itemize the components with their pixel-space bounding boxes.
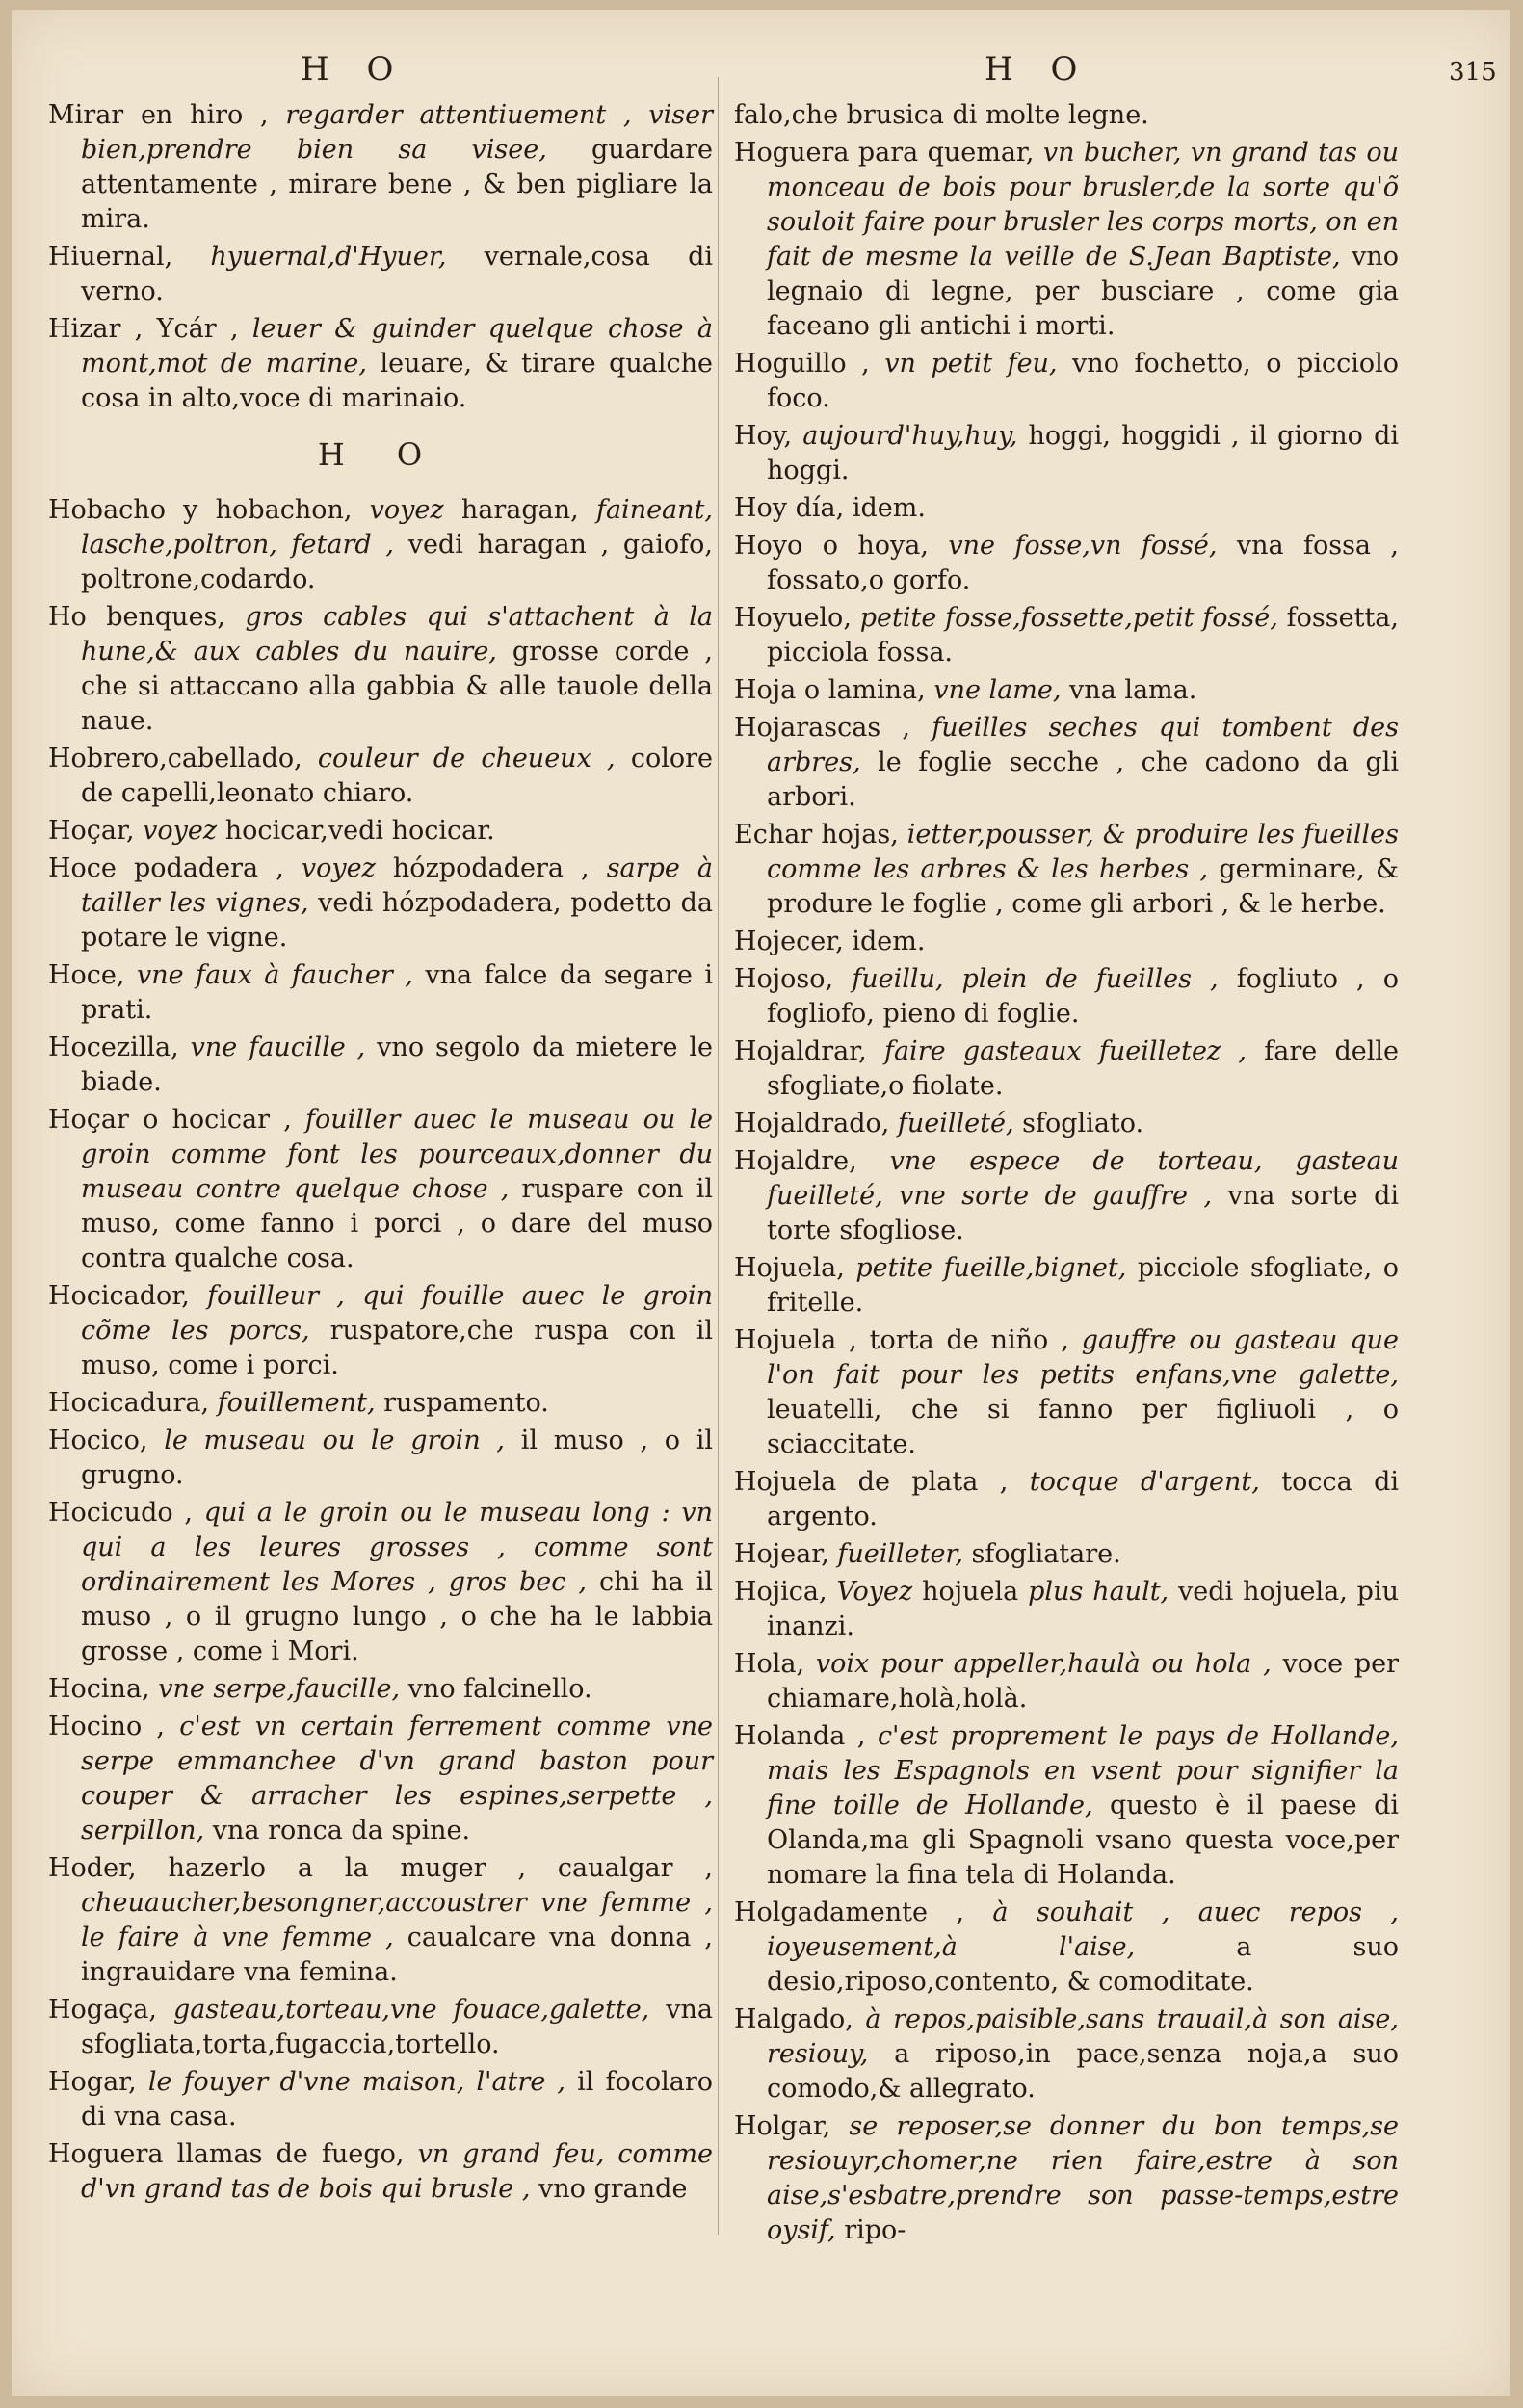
headword: Hojoso, bbox=[734, 964, 853, 994]
italian-gloss: vedi hojuela, piu inanzi. bbox=[767, 1577, 1399, 1641]
french-gloss: regarder attentiuement , viser bien,prendre bien sa visee, bbox=[81, 100, 713, 165]
italian-gloss: vna fossa , fossato,o gorfo. bbox=[767, 531, 1399, 595]
italian-gloss: vedi haragan , gaiofo, poltrone,codardo. bbox=[81, 530, 713, 594]
headword: Hocico, bbox=[48, 1426, 165, 1455]
italian-gloss: idem. bbox=[852, 493, 926, 523]
section-title: H O bbox=[317, 436, 444, 473]
headword: Hogar, bbox=[48, 2067, 148, 2097]
italian-gloss: fare delle sfogliate,o fiolate. bbox=[767, 1036, 1399, 1101]
italian-gloss: ruspamento. bbox=[383, 1388, 549, 1418]
french-gloss: petite fueille,bignet, bbox=[855, 1253, 1138, 1283]
french-gloss: tocque d'argent, bbox=[1029, 1467, 1282, 1497]
headword: Hoy, bbox=[734, 421, 803, 451]
dictionary-entry bbox=[734, 1323, 1399, 1462]
dictionary-entry bbox=[48, 1851, 713, 1990]
italian-gloss: ripo- bbox=[844, 2215, 906, 2245]
italian-gloss: germinare, & produre le foglie , come gli arbori , & le herbe. bbox=[767, 854, 1399, 919]
dictionary-entry bbox=[48, 1386, 713, 1421]
french-gloss: vne fosse,vn fossé, bbox=[948, 531, 1237, 561]
dictionary-entry bbox=[734, 98, 1399, 133]
italian-gloss: a suo desio,riposo,contento, & comoditate. bbox=[767, 1932, 1399, 1997]
italian-gloss: vna sfogliata,torta,fugaccia,tortello. bbox=[81, 1995, 713, 2059]
french-gloss: vn grand feu, comme d'vn grand tas de bois qui brusle , bbox=[81, 2139, 713, 2204]
dictionary-entry bbox=[48, 240, 713, 309]
dictionary-entry bbox=[48, 600, 713, 739]
french-gloss: vne lame, bbox=[933, 675, 1069, 705]
french-gloss: petite fosse,fossette,petit fossé, bbox=[859, 603, 1287, 633]
french-gloss: fueilleté, bbox=[897, 1109, 1023, 1139]
column-divider bbox=[718, 77, 719, 2235]
french-gloss: vn bucher, vn grand tas ou monceau de bois pour brusler,de la sorte qu'õ souloit faire pour brusler les corps morts, on en fait de mesme la veille de S.Jean Baptiste, bbox=[767, 138, 1399, 272]
dictionary-entry bbox=[734, 1719, 1399, 1893]
page-number: 315 bbox=[1449, 58, 1497, 87]
french-gloss: sarpe à tailler les vignes, bbox=[81, 853, 713, 918]
french-gloss: à repos,paisible,sans trauail,à son aise, resiouy, bbox=[767, 2004, 1399, 2069]
headword: Hoguillo , bbox=[734, 349, 885, 379]
right-column bbox=[734, 98, 1399, 2251]
dictionary-entry bbox=[48, 1103, 713, 1276]
headword: Hocezilla, bbox=[48, 1033, 191, 1062]
italian-gloss: hojuela bbox=[922, 1577, 1029, 1607]
headword: Hojuela , torta de niño , bbox=[734, 1325, 1082, 1355]
headword: Hojaldrado, bbox=[734, 1109, 898, 1139]
headword: Hobacho y hobachon, bbox=[48, 495, 370, 525]
french-gloss: ietter,pousser, & produire les fueilles comme les arbres & les herbes , bbox=[767, 820, 1399, 884]
dictionary-entry bbox=[48, 312, 713, 416]
french-gloss: gauffre ou gasteau que l'on fait pour les petits enfans,vne galette, bbox=[767, 1325, 1399, 1390]
dictionary-entry bbox=[734, 1647, 1399, 1716]
headword: Hoja o lamina, bbox=[734, 675, 934, 705]
dictionary-entry bbox=[734, 529, 1399, 598]
italian-gloss: leuare, & tirare qualche cosa in alto,voce di marinaio. bbox=[81, 349, 713, 413]
dictionary-entry bbox=[48, 851, 713, 955]
french-gloss: aujourd'huy,huy, bbox=[802, 421, 1029, 451]
italian-gloss: hózpodadera , bbox=[392, 853, 607, 883]
dictionary-entry bbox=[48, 1710, 713, 1848]
headword: Hojuela, bbox=[734, 1253, 856, 1283]
italian-gloss: vno segolo da mietere le biade. bbox=[81, 1033, 714, 1097]
right-running-header: H O bbox=[985, 50, 1091, 89]
dictionary-entry bbox=[734, 491, 1399, 526]
dictionary-entry bbox=[734, 818, 1399, 922]
right-entries bbox=[734, 98, 1399, 2248]
dictionary-entry bbox=[734, 1575, 1399, 1644]
headword: Hojarascas , bbox=[734, 713, 932, 743]
headword: Hobrero,cabellado, bbox=[48, 744, 318, 773]
french-gloss: faineant, lasche,poltron, fetard , bbox=[81, 495, 713, 560]
italian-gloss: ruspatore,che ruspa con il muso, come i porci. bbox=[81, 1316, 713, 1380]
french-gloss: fueilles seches qui tombent des arbres, bbox=[767, 713, 1399, 777]
dictionary-entry bbox=[48, 742, 713, 811]
headword: Ho benques, bbox=[48, 602, 246, 632]
italian-gloss: grosse corde , che si attaccano alla gabbia & alle tauole della naue. bbox=[81, 637, 714, 736]
italian-gloss: vno legnaio di legne, per busciare , come gia faceano gli antichi i morti. bbox=[767, 242, 1399, 341]
headword: Hizar , Ycár , bbox=[48, 314, 252, 344]
headword: Hojica, bbox=[734, 1577, 837, 1607]
french-gloss: c'est proprement le pays de Hollande, mais les Espagnols en vsent pour signifier la fine toille de Hollande, bbox=[767, 1721, 1399, 1820]
dictionary-entry bbox=[734, 1034, 1399, 1104]
italian-gloss: haragan, bbox=[460, 495, 596, 525]
headword: Hiuernal, bbox=[48, 242, 211, 272]
french-gloss: voix pour appeller,haulà ou hola , bbox=[815, 1649, 1283, 1679]
dictionary-entry bbox=[734, 2109, 1399, 2248]
italian-gloss: chi ha il muso , o il grugno lungo , o che ha le labbia grosse , come i Mori. bbox=[81, 1567, 713, 1666]
italian-gloss: sfogliato. bbox=[1022, 1109, 1144, 1139]
headword: Hocino , bbox=[48, 1712, 180, 1741]
italian-gloss: voce per chiamare,holà,holà. bbox=[767, 1649, 1399, 1714]
italian-gloss: fogliuto , o fogliofo, pieno di foglie. bbox=[767, 964, 1399, 1029]
left-entries-top bbox=[48, 98, 713, 416]
left-running-header: H O bbox=[301, 50, 407, 89]
italian-gloss: ruspare con il muso, come fanno i porci , o dare del muso contra qualche cosa. bbox=[81, 1174, 713, 1273]
french-gloss: fouiller auec le museau ou le groin comme font les pourceaux,donner du museau contre quelque chose , bbox=[81, 1105, 713, 1204]
italian-gloss: vno falcinello. bbox=[407, 1674, 592, 1704]
french-gloss: vne serpe,faucille, bbox=[158, 1674, 408, 1704]
dictionary-entry bbox=[734, 347, 1399, 416]
dictionary-entry bbox=[48, 1993, 713, 2062]
headword: Hoyuelo, bbox=[734, 603, 860, 633]
italian-gloss: guardare attentamente , mirare bene , & ben pigliare la mira. bbox=[81, 135, 713, 234]
dictionary-entry bbox=[48, 98, 713, 237]
french-gloss: le fouyer d'vne maison, l'atre , bbox=[147, 2067, 578, 2097]
dictionary-entry bbox=[734, 711, 1399, 815]
headword: Holgadamente , bbox=[734, 1898, 993, 1927]
italian-gloss: vno fochetto, o picciolo foco. bbox=[767, 349, 1399, 413]
french-gloss: vne faux à faucher , bbox=[136, 960, 426, 990]
dictionary-entry bbox=[48, 814, 713, 849]
dictionary-entry bbox=[734, 601, 1399, 670]
french-gloss: le museau ou le groin , bbox=[164, 1426, 521, 1455]
french-gloss: fouilleur , qui fouille auec le groin cõme les porcs, bbox=[81, 1281, 714, 1346]
italian-gloss: falo,che brusica di molte legne. bbox=[734, 100, 1149, 130]
headword: Hoy día, bbox=[734, 493, 853, 523]
italian-gloss: picciole sfogliate, o fritelle. bbox=[767, 1253, 1399, 1318]
italian-gloss: vna sorte di torte sfogliose. bbox=[767, 1181, 1400, 1245]
dictionary-page bbox=[12, 10, 1510, 2396]
headword: Hoder, hazerlo a la muger , caualgar , bbox=[48, 1853, 713, 1883]
dictionary-entry bbox=[734, 136, 1399, 344]
headword: Echar hojas, bbox=[734, 820, 907, 850]
french-gloss: fouillement, bbox=[217, 1388, 384, 1418]
french-gloss: plus hault, bbox=[1028, 1577, 1179, 1607]
french-gloss: vne espece de torteau, gasteau fueilleté, vne sorte de gauffre , bbox=[767, 1146, 1399, 1211]
italian-gloss: le foglie secche , che cadono da gli arbori. bbox=[767, 747, 1400, 812]
dictionary-entry bbox=[48, 493, 713, 597]
headword: Hoyo o hoya, bbox=[734, 531, 949, 561]
dictionary-entry bbox=[48, 1672, 713, 1707]
italian-gloss: caualcare vna donna , ingrauidare vna femina. bbox=[81, 1923, 713, 1987]
french-gloss: couleur de cheueux , bbox=[317, 744, 631, 773]
left-column bbox=[48, 98, 713, 2210]
dictionary-entry bbox=[734, 1896, 1399, 2000]
french-gloss: à souhait , auec repos , ioyeusement,à l'aise, bbox=[767, 1898, 1400, 1962]
headword: Hocicudo , bbox=[48, 1498, 204, 1528]
dictionary-entry bbox=[48, 1279, 713, 1383]
italian-gloss: tocca di argento. bbox=[767, 1467, 1399, 1531]
french-gloss: gasteau,torteau,vne fouace,galette, bbox=[172, 1995, 667, 2025]
dictionary-entry bbox=[734, 962, 1399, 1032]
french-gloss: cheuaucher,besongner,accoustrer vne femme , le faire à vne femme , bbox=[81, 1888, 713, 1952]
headword: Hoçar, bbox=[48, 816, 144, 846]
italian-gloss: leuatelli, che si fanno per figliuoli , o sciaccitate. bbox=[767, 1395, 1399, 1459]
french-gloss: voyez bbox=[369, 495, 461, 525]
italian-gloss: colore de capelli,leonato chiaro. bbox=[81, 744, 713, 808]
french-gloss: Voyez bbox=[836, 1577, 923, 1607]
french-gloss: se reposer,se donner du bon temps,se resiouyr,chomer,ne rien faire,estre à son aise,s'esbatre,prendre son passe-temps,estre oysif, bbox=[767, 2111, 1399, 2245]
french-gloss: c'est vn certain ferrement comme vne serpe emmanchee d'vn grand baston pour couper & arracher les espines,serpette , serpillon, bbox=[81, 1712, 714, 1845]
french-gloss: vn petit feu, bbox=[884, 349, 1073, 379]
headword: Hoçar o hocicar , bbox=[48, 1105, 305, 1135]
italian-gloss: vna lama. bbox=[1069, 675, 1197, 705]
italian-gloss: il focolaro di vna casa. bbox=[81, 2067, 714, 2132]
headword: Hojecer, bbox=[734, 927, 853, 956]
italian-gloss: vno grande bbox=[538, 2174, 688, 2204]
headword: Hola, bbox=[734, 1649, 816, 1679]
headword: Mirar en hiro , bbox=[48, 100, 286, 130]
dictionary-entry bbox=[48, 2137, 713, 2207]
italian-gloss: fossetta, picciola fossa. bbox=[767, 603, 1399, 667]
headword: Holanda , bbox=[734, 1721, 878, 1751]
french-gloss: qui a le groin ou le museau long : vn qui a les leures grosses , comme sont ordinairement les Mores , gros bec , bbox=[81, 1498, 714, 1597]
dictionary-entry bbox=[48, 1424, 713, 1493]
italian-gloss: a riposo,in pace,senza noja,a suo comodo,& allegrato. bbox=[767, 2039, 1399, 2104]
dictionary-entry bbox=[48, 1496, 713, 1669]
dictionary-entry bbox=[734, 1251, 1399, 1321]
headword: Hoguera llamas de fuego, bbox=[48, 2139, 418, 2169]
italian-gloss: vna falce da segare i prati. bbox=[81, 960, 713, 1025]
dictionary-entry bbox=[734, 1465, 1399, 1534]
french-gloss: fueilleter, bbox=[837, 1539, 972, 1569]
french-gloss: faire gasteaux fueilletez , bbox=[883, 1036, 1265, 1066]
french-gloss: fueillu, plein de fueilles , bbox=[852, 964, 1237, 994]
dictionary-entry bbox=[48, 1031, 713, 1100]
italian-gloss: vna ronca da spine. bbox=[212, 1816, 471, 1845]
italian-gloss: vedi hózpodadera, podetto da potare le vigne. bbox=[81, 888, 713, 953]
left-entries-main bbox=[48, 493, 713, 2207]
dictionary-entry bbox=[734, 1537, 1399, 1572]
headword: Holgar, bbox=[734, 2111, 850, 2141]
dictionary-entry bbox=[734, 925, 1399, 959]
dictionary-entry bbox=[48, 958, 713, 1028]
italian-gloss: questo è il paese di Olanda,ma gli Spagnoli vsano questa voce,per nomare la fina tela di Holanda. bbox=[767, 1791, 1399, 1890]
french-gloss: leuer & guinder quelque chose à mont,mot de marine, bbox=[81, 314, 714, 379]
headword: Hojuela de plata , bbox=[734, 1467, 1030, 1497]
italian-gloss: il muso , o il grugno. bbox=[81, 1426, 714, 1490]
headword: Hojaldre, bbox=[734, 1146, 890, 1176]
headword: Hoce podadera , bbox=[48, 853, 302, 883]
headword: Hojear, bbox=[734, 1539, 838, 1569]
headword: Halgado, bbox=[734, 2004, 866, 2034]
dictionary-entry bbox=[734, 673, 1399, 708]
dictionary-entry bbox=[734, 2002, 1399, 2107]
dictionary-entry bbox=[734, 419, 1399, 488]
headword: Hocicador, bbox=[48, 1281, 208, 1311]
italian-gloss: vernale,cosa di verno. bbox=[81, 242, 713, 306]
italian-gloss: sfogliatare. bbox=[971, 1539, 1121, 1569]
headword: Hoguera para quemar, bbox=[734, 138, 1043, 168]
french-gloss: voyez bbox=[143, 816, 225, 846]
headword: Hocicadura, bbox=[48, 1388, 218, 1418]
french-gloss: hyuernal,d'Hyuer, bbox=[210, 242, 485, 272]
dictionary-entry bbox=[48, 2065, 713, 2134]
headword: Hoce, bbox=[48, 960, 137, 990]
headword: Hogaça, bbox=[48, 1995, 173, 2025]
headword: Hojaldrar, bbox=[734, 1036, 884, 1066]
italian-gloss: hocicar,vedi hocicar. bbox=[224, 816, 495, 846]
italian-gloss: hoggi, hoggidi , il giorno di hoggi. bbox=[767, 421, 1399, 485]
dictionary-entry bbox=[734, 1144, 1399, 1248]
french-gloss: vne faucille , bbox=[190, 1033, 378, 1062]
dictionary-entry bbox=[734, 1107, 1399, 1141]
french-gloss: voyez bbox=[301, 853, 393, 883]
french-gloss: gros cables qui s'attachent à la hune,& aux cables du nauire, bbox=[81, 602, 713, 667]
headword: Hocina, bbox=[48, 1674, 159, 1704]
italian-gloss: idem. bbox=[852, 927, 926, 956]
